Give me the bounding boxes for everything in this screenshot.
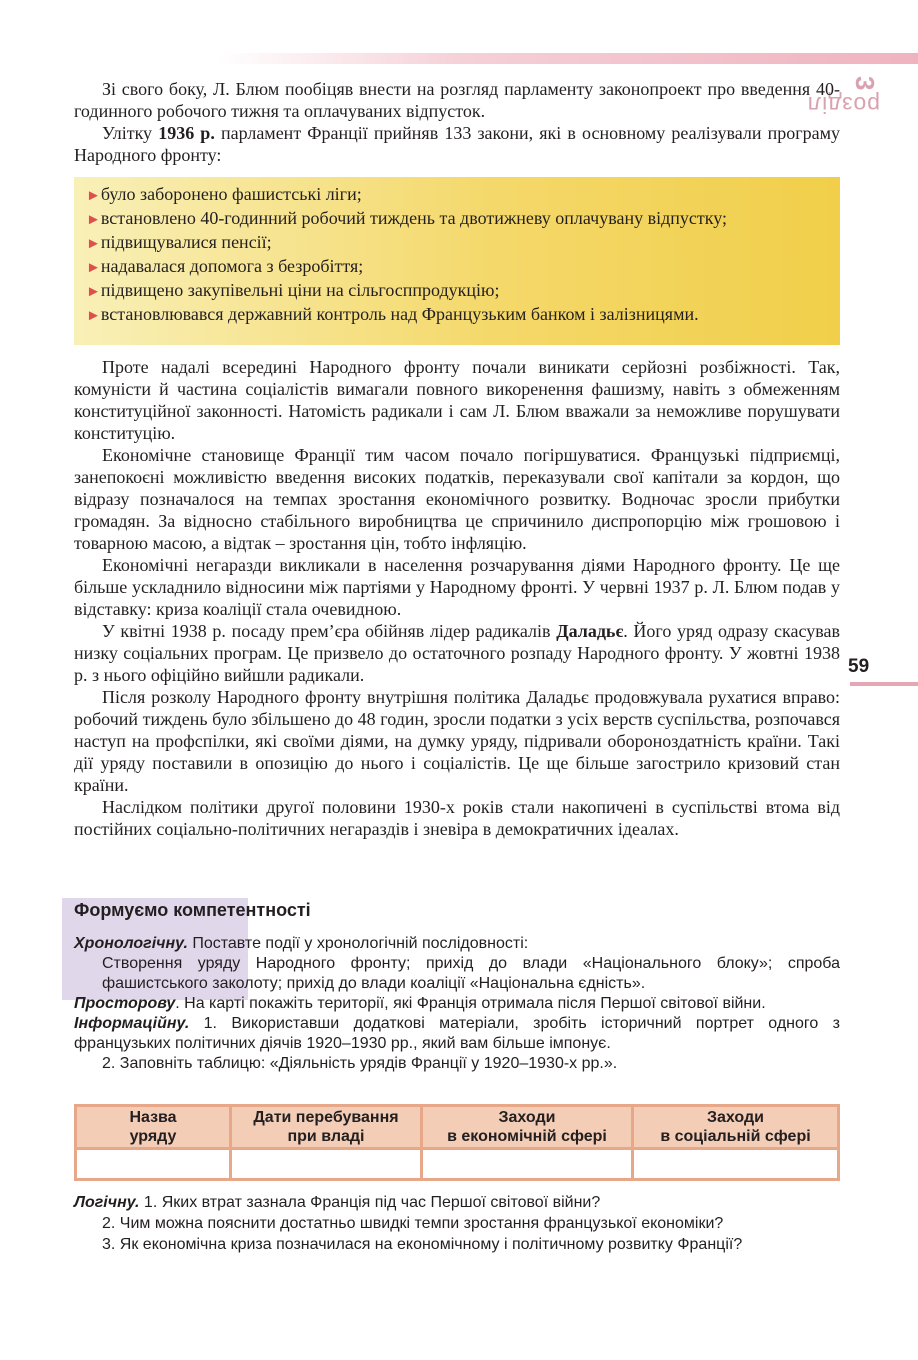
bullet-triangle-icon: ► (86, 308, 101, 324)
list-item: ►надавалася допомога з безробіття; (86, 256, 364, 276)
table-header-cell: Заходи в соціальній сфері (634, 1107, 837, 1147)
paragraph: У квітні 1938 р. посаду прем’єра обійняв лідер радикалів Даладьє. Його уряд одразу скасував низку соціальних програм. Це призвело до остаточного розпаду Народного фронту. У жовтні 1938 р. з нього офіційно вийшли радикали. (74, 621, 841, 685)
paragraph: Економічні негаразди викликали в населення розчарування діями Народного фронту. Це ще більше ускладнило відносини між партіями у Народному фронті. У червні 1937 р. Л. Блюм подав у відставку: криза коаліції стала очевидною. (74, 555, 840, 619)
reforms-list (74, 177, 840, 345)
task-spatial: Просторову. На карті покажіть території, які Франція отримала після Першої світової війни. (74, 995, 766, 1012)
page-number: 59 (848, 656, 870, 677)
table-cell (423, 1150, 631, 1178)
bullet-triangle-icon: ► (86, 188, 101, 204)
table-cell (232, 1150, 420, 1178)
body-text (74, 356, 840, 840)
bullet-triangle-icon: ► (86, 260, 101, 276)
task-logic (74, 1192, 840, 1255)
section-label (806, 76, 882, 186)
intro-text (74, 78, 840, 166)
list-item: ►було заборонено фашистські ліги; (86, 184, 362, 204)
section-word: розділ (806, 92, 880, 118)
section-number: 3 (850, 76, 880, 92)
task-chrono-events: Створення уряду Народного фронту; прихід до влади «Національного блоку»; спроба фашистського заколоту; прихід до влади коаліції «Національна єдність». (102, 955, 840, 992)
paragraph: Зі свого боку, Л. Блюм пообіцяв внести на розгляд парламенту законопроект про введення 40-годинного робочого тижня та оплачуваних відпусток. (74, 79, 840, 121)
table-cell (634, 1150, 837, 1178)
competencies-title: Формуємо компетентності (74, 900, 311, 920)
paragraph: Після розколу Народного фронту внутрішня політика Даладьє продовжувала рухатися вправо: робочий тиждень було збільшено до 48 годин, зросли податки з усіх верств суспільства, розпочався наступ на профспілки, які своїми діями, на думку уряду, підривали обороноздатність країни. Такі дії уряду поставили в опозицію до нього і соціалістів. Це ще більше загострило кризовий стан країни. (74, 687, 840, 795)
header-decor-bar (218, 53, 918, 64)
task-info: Інформаційну. 1. Використавши додаткові матеріали, зробіть історичний портрет одного з французьких політичних діячів 1920–1930 рр., який вам більше імпонує. (74, 1015, 840, 1052)
list-item: ►встановлювався державний контроль над Французьким банком і залізницями. (86, 304, 699, 324)
table-header-cell: Дати перебування при владі (232, 1107, 420, 1147)
logic-question: Логічну. 1. Яких втрат зазнала Франція під час Першої світової війни? (74, 1194, 601, 1211)
paragraph: Проте надалі всередині Народного фронту почали виникати серйозні розбіжності. Так, комуністи й частина соціалістів вимагали повного викоренення фашизму, навіть з обмеженням конституційної законності. Натомість радикали і сам Л. Блюм вважали за неможливе порушувати конституцію. (74, 357, 840, 443)
bullet-triangle-icon: ► (86, 284, 101, 300)
table-header-cell: Заходи в економічній сфері (423, 1107, 631, 1147)
paragraph: Наслідком політики другої половини 1930-х років стали накопичені в суспільстві втома від постійних соціально-політичних негараздів і зневіра в демократичних ідеалах. (74, 797, 840, 839)
table-header-cell: Назва уряду (77, 1107, 229, 1147)
logic-question: 2. Чим можна пояснити достатньо швидкі темпи зростання французької економіки? (102, 1215, 724, 1232)
bullet-triangle-icon: ► (86, 236, 101, 252)
competency-tasks (74, 934, 840, 1074)
task-info-2: 2. Заповніть таблицю: «Діяльність урядів Франції у 1920–1930-х рр.». (102, 1055, 618, 1072)
governments-table (74, 1104, 840, 1181)
paragraph: Економічне становище Франції тим часом почало погіршуватися. Французькі підприємці, занепокоєні можливістю введення високих податків, переказували свої капітали за кордон, що відразу позначалося на темпах зростання економічного розвитку. Водночас зросли прибутки громадян. За відносно стабільного виробництва це спричинило диспропорцію між грошовою і товарною масою, а відтак – зростання цін, тобто інфляцію. (74, 445, 840, 553)
page-number-rule (850, 682, 918, 686)
bullet-triangle-icon: ► (86, 212, 101, 228)
list-item: ►підвищувалися пенсії; (86, 232, 272, 252)
table-row (77, 1150, 837, 1178)
logic-question: 3. Як економічна криза позначилася на економічному і політичному розвитку Франції? (102, 1236, 743, 1253)
table-header-row (77, 1107, 837, 1147)
paragraph: Улітку 1936 р. парламент Франції прийняв 133 закони, які в основному реалізували програму Народного фронту: (74, 123, 840, 165)
list-item: ►підвищено закупівельні ціни на сільгосппродукцію; (86, 280, 500, 300)
list-item: ►встановлено 40-годинний робочий тиждень та двотижневу оплачувану відпустку; (86, 208, 728, 228)
table-cell (77, 1150, 229, 1178)
task-chrono: Хронологічну. Поставте події у хронологічній послідовності: (74, 935, 529, 952)
